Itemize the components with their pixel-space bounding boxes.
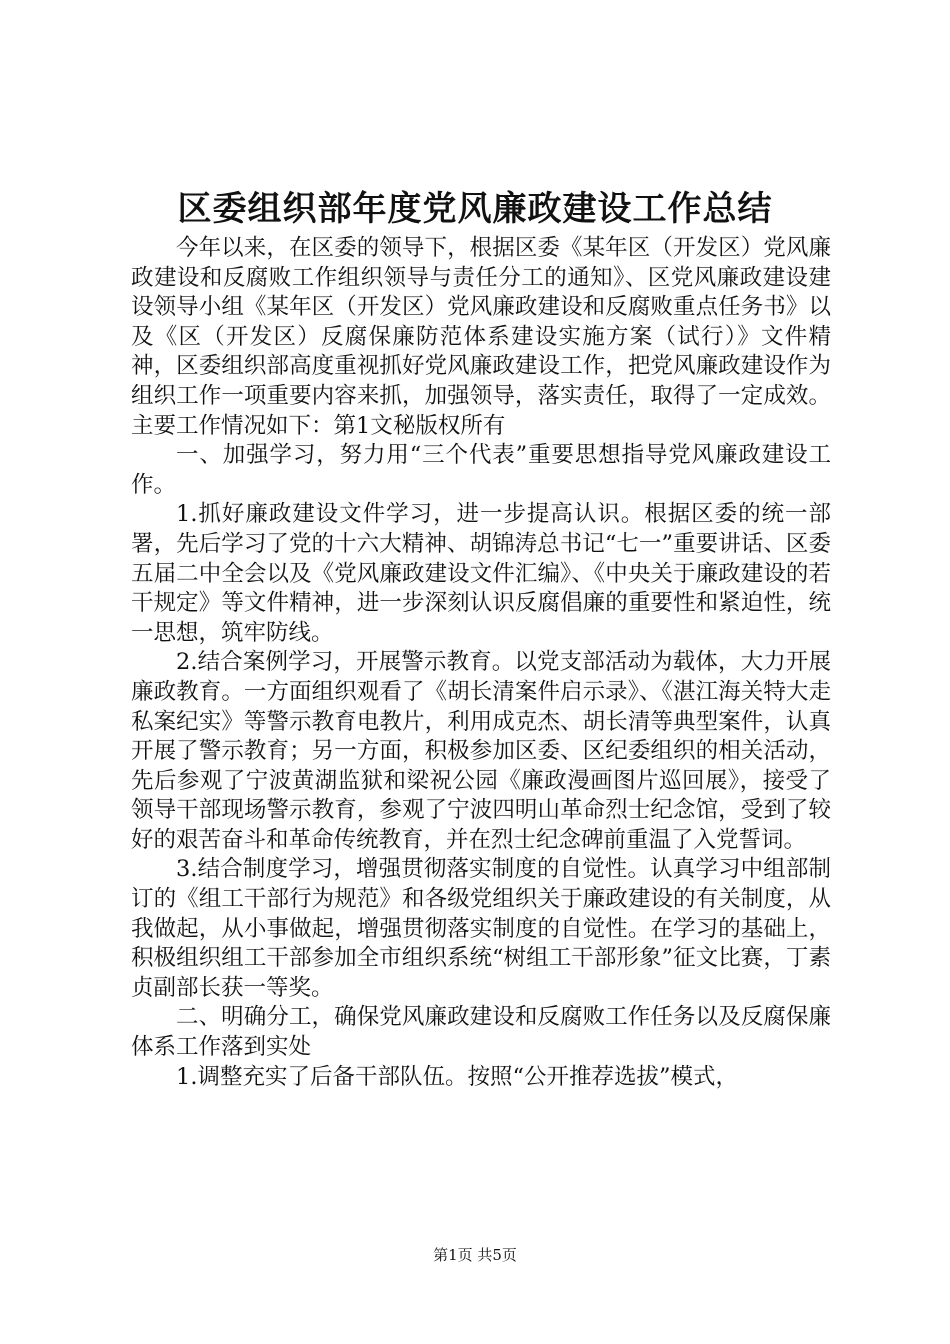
- paragraph-intro: 今年以来，在区委的领导下，根据区委《某年区（开发区）党风廉政建设和反腐败工作组织领导与责任分工的通知》、区党风廉政建设建设领导小组《某年区（开发区）党风廉政建设和反腐败重点任务书》以及《区（开发区）反腐保廉防范体系建设实施方案（试行）》文件精神，区委组织部高度重视抓好党风廉政建设工作，把党风廉政建设作为组织工作一项重要内容来抓，加强领导，落实责任，取得了一定成效。主要工作情况如下：第1文秘版权所有: [131, 235, 831, 439]
- page-number-footer: 第1页 共5页: [433, 1246, 517, 1264]
- section-heading-1: 一、加强学习，努力用“三个代表”重要思想指导党风廉政建设工作。: [131, 442, 831, 498]
- paragraph-1-2: 2.结合案例学习，开展警示教育。以党支部活动为载体，大力开展廉政教育。一方面组织观看了《胡长清案件启示录》、《湛江海关特大走私案纪实》等警示教育电教片，利用成克杰、胡长清等典型案件，认真开展了警示教育；另一方面，积极参加区委、区纪委组织的相关活动，先后参观了宁波黄湖监狱和梁祝公园《廉政漫画图片巡回展》，接受了领导干部现场警示教育，参观了宁波四明山革命烈士纪念馆，受到了较好的艰苦奋斗和革命传统教育，并在烈士纪念碑前重温了入党誓词。: [131, 649, 831, 853]
- document-title: 区委组织部年度党风廉政建设工作总结: [177, 189, 773, 229]
- paragraph-1-1: 1.抓好廉政建设文件学习，进一步提高认识。根据区委的统一部署，先后学习了党的十六大精神、胡锦涛总书记“七一”重要讲话、区委五届二中全会以及《党风廉政建设文件汇编》、《中央关于廉政建设的若干规定》等文件精神，进一步深刻认识反腐倡廉的重要性和紧迫性，统一思想，筑牢防线。: [131, 501, 831, 646]
- paragraph-2-1: 1.调整充实了后备干部队伍。按照“公开推荐选拔”模式，: [176, 1063, 738, 1090]
- section-heading-2: 二、明确分工，确保党风廉政建设和反腐败工作任务以及反腐保廉体系工作落到实处: [131, 1004, 831, 1061]
- paragraph-1-3: 3.结合制度学习，增强贯彻落实制度的自觉性。认真学习中组部制订的《组工干部行为规范》和各级党组织关于廉政建设的有关制度，从我做起，从小事做起，增强贯彻落实制度的自觉性。在学习的基础上，积极组织组工干部参加全市组织系统“树组工干部形象”征文比赛，丁素贞副部长获一等奖。: [131, 856, 831, 1001]
- document-body: [131, 234, 831, 1092]
